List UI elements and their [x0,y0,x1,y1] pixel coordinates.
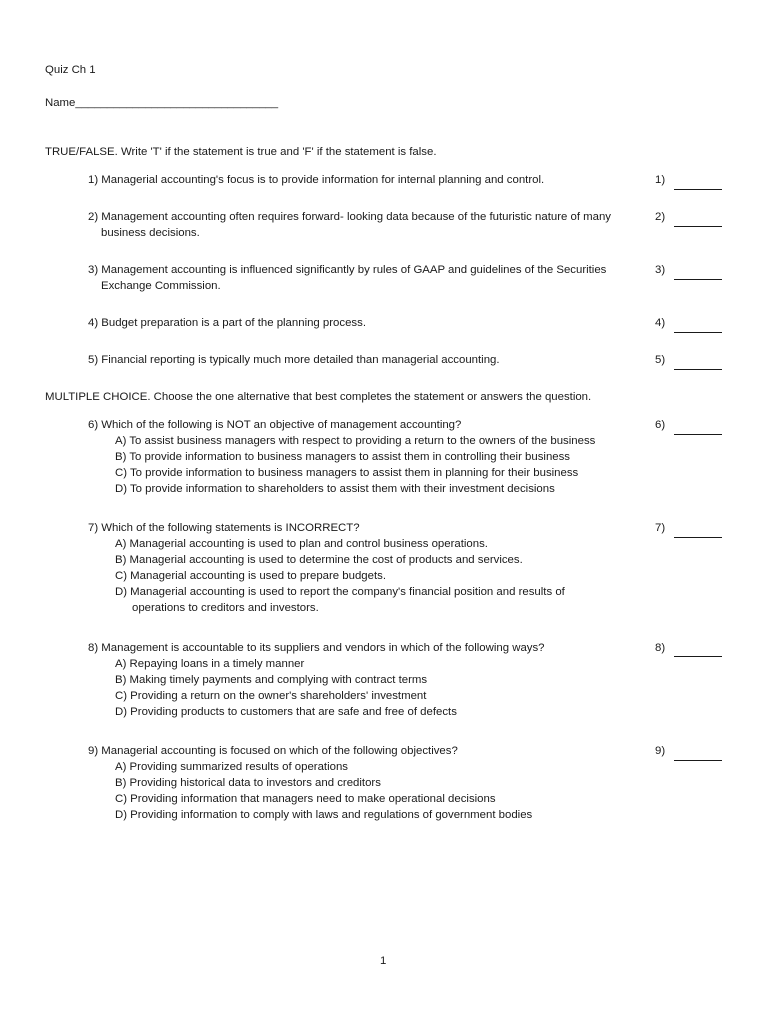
answer-number-2: 2) [655,211,666,223]
option-d[interactable]: D) Providing information to comply with laws and regulations of government bodies [115,809,533,821]
question-stem: 1) Managerial accounting's focus is to provide information for internal planning and control. [88,174,545,186]
answer-number-9: 9) [655,745,666,757]
question-stem: 4) Budget preparation is a part of the planning process. [88,317,366,329]
question-1 [88,172,648,188]
question-2 [88,209,648,241]
option-c[interactable]: C) Providing information that managers need to make operational decisions [115,793,496,805]
option-c[interactable]: C) To provide information to business managers to assist them in planning for their business [115,467,579,479]
answer-blank-6[interactable] [674,433,722,435]
answer-number-6: 6) [655,419,666,431]
question-3 [88,262,648,294]
question-stem: 9) Managerial accounting is focused on which of the following objectives? [88,745,458,757]
answer-blank-4[interactable] [674,331,722,333]
option-d[interactable]: D) To provide information to shareholders to assist them with their investment decisions [115,483,555,495]
question-6 [88,417,648,497]
answer-number-3: 3) [655,264,666,276]
question-stem: 7) Which of the following statements is INCORRECT? [88,522,360,534]
question-5 [88,352,648,368]
answer-blank-7[interactable] [674,536,722,538]
answer-number-8: 8) [655,642,666,654]
question-4 [88,315,648,331]
answer-number-7: 7) [655,522,666,534]
question-stem: 8) Management is accountable to its suppliers and vendors in which of the following ways? [88,642,545,654]
option-a[interactable]: A) Repaying loans in a timely manner [115,658,305,670]
option-c[interactable]: C) Managerial accounting is used to prepare budgets. [115,570,387,582]
option-a[interactable]: A) To assist business managers with respect to providing a return to the owners of the business [115,435,596,447]
option-b[interactable]: B) Making timely payments and complying with contract terms [115,674,428,686]
option-a[interactable]: A) Providing summarized results of operations [115,761,348,773]
answer-blank-8[interactable] [674,655,722,657]
answer-number-4: 4) [655,317,666,329]
question-9 [88,743,648,823]
option-d[interactable]: D) Managerial accounting is used to report the company's financial position and results of operations to creditors and investors. [115,586,565,614]
answer-blank-2[interactable] [674,225,722,227]
option-b[interactable]: B) Providing historical data to investors and creditors [115,777,381,789]
question-stem: 5) Financial reporting is typically much more detailed than managerial accounting. [88,354,500,366]
option-b[interactable]: B) Managerial accounting is used to determine the cost of products and services. [115,554,523,566]
quiz-title: Quiz Ch 1 [45,64,96,76]
option-d[interactable]: D) Providing products to customers that are safe and free of defects [115,706,457,718]
answer-blank-9[interactable] [674,759,722,761]
multiple-choice-instructions: MULTIPLE CHOICE. Choose the one alternative that best completes the statement or answers the question. [45,391,592,403]
name-field[interactable]: Name________________________________ [45,97,279,109]
question-8 [88,640,648,720]
question-7 [88,520,648,616]
option-a[interactable]: A) Managerial accounting is used to plan and control business operations. [115,538,488,550]
answer-number-5: 5) [655,354,666,366]
true-false-instructions: TRUE/FALSE. Write 'T' if the statement is true and 'F' if the statement is false. [45,146,437,158]
question-stem: 6) Which of the following is NOT an objective of management accounting? [88,419,462,431]
page-number: 1 [380,955,387,967]
answer-number-1: 1) [655,174,666,186]
answer-blank-3[interactable] [674,278,722,280]
option-b[interactable]: B) To provide information to business managers to assist them in controlling their business [115,451,571,463]
answer-blank-5[interactable] [674,368,722,370]
question-stem: 2) Management accounting often requires forward‐ looking data because of the futuristic nature of many business decisions. [88,211,612,239]
option-c[interactable]: C) Providing a return on the owner's shareholders' investment [115,690,427,702]
answer-blank-1[interactable] [674,188,722,190]
question-stem: 3) Management accounting is influenced significantly by rules of GAAP and guidelines of the Securities Exchange Commission. [88,264,607,292]
